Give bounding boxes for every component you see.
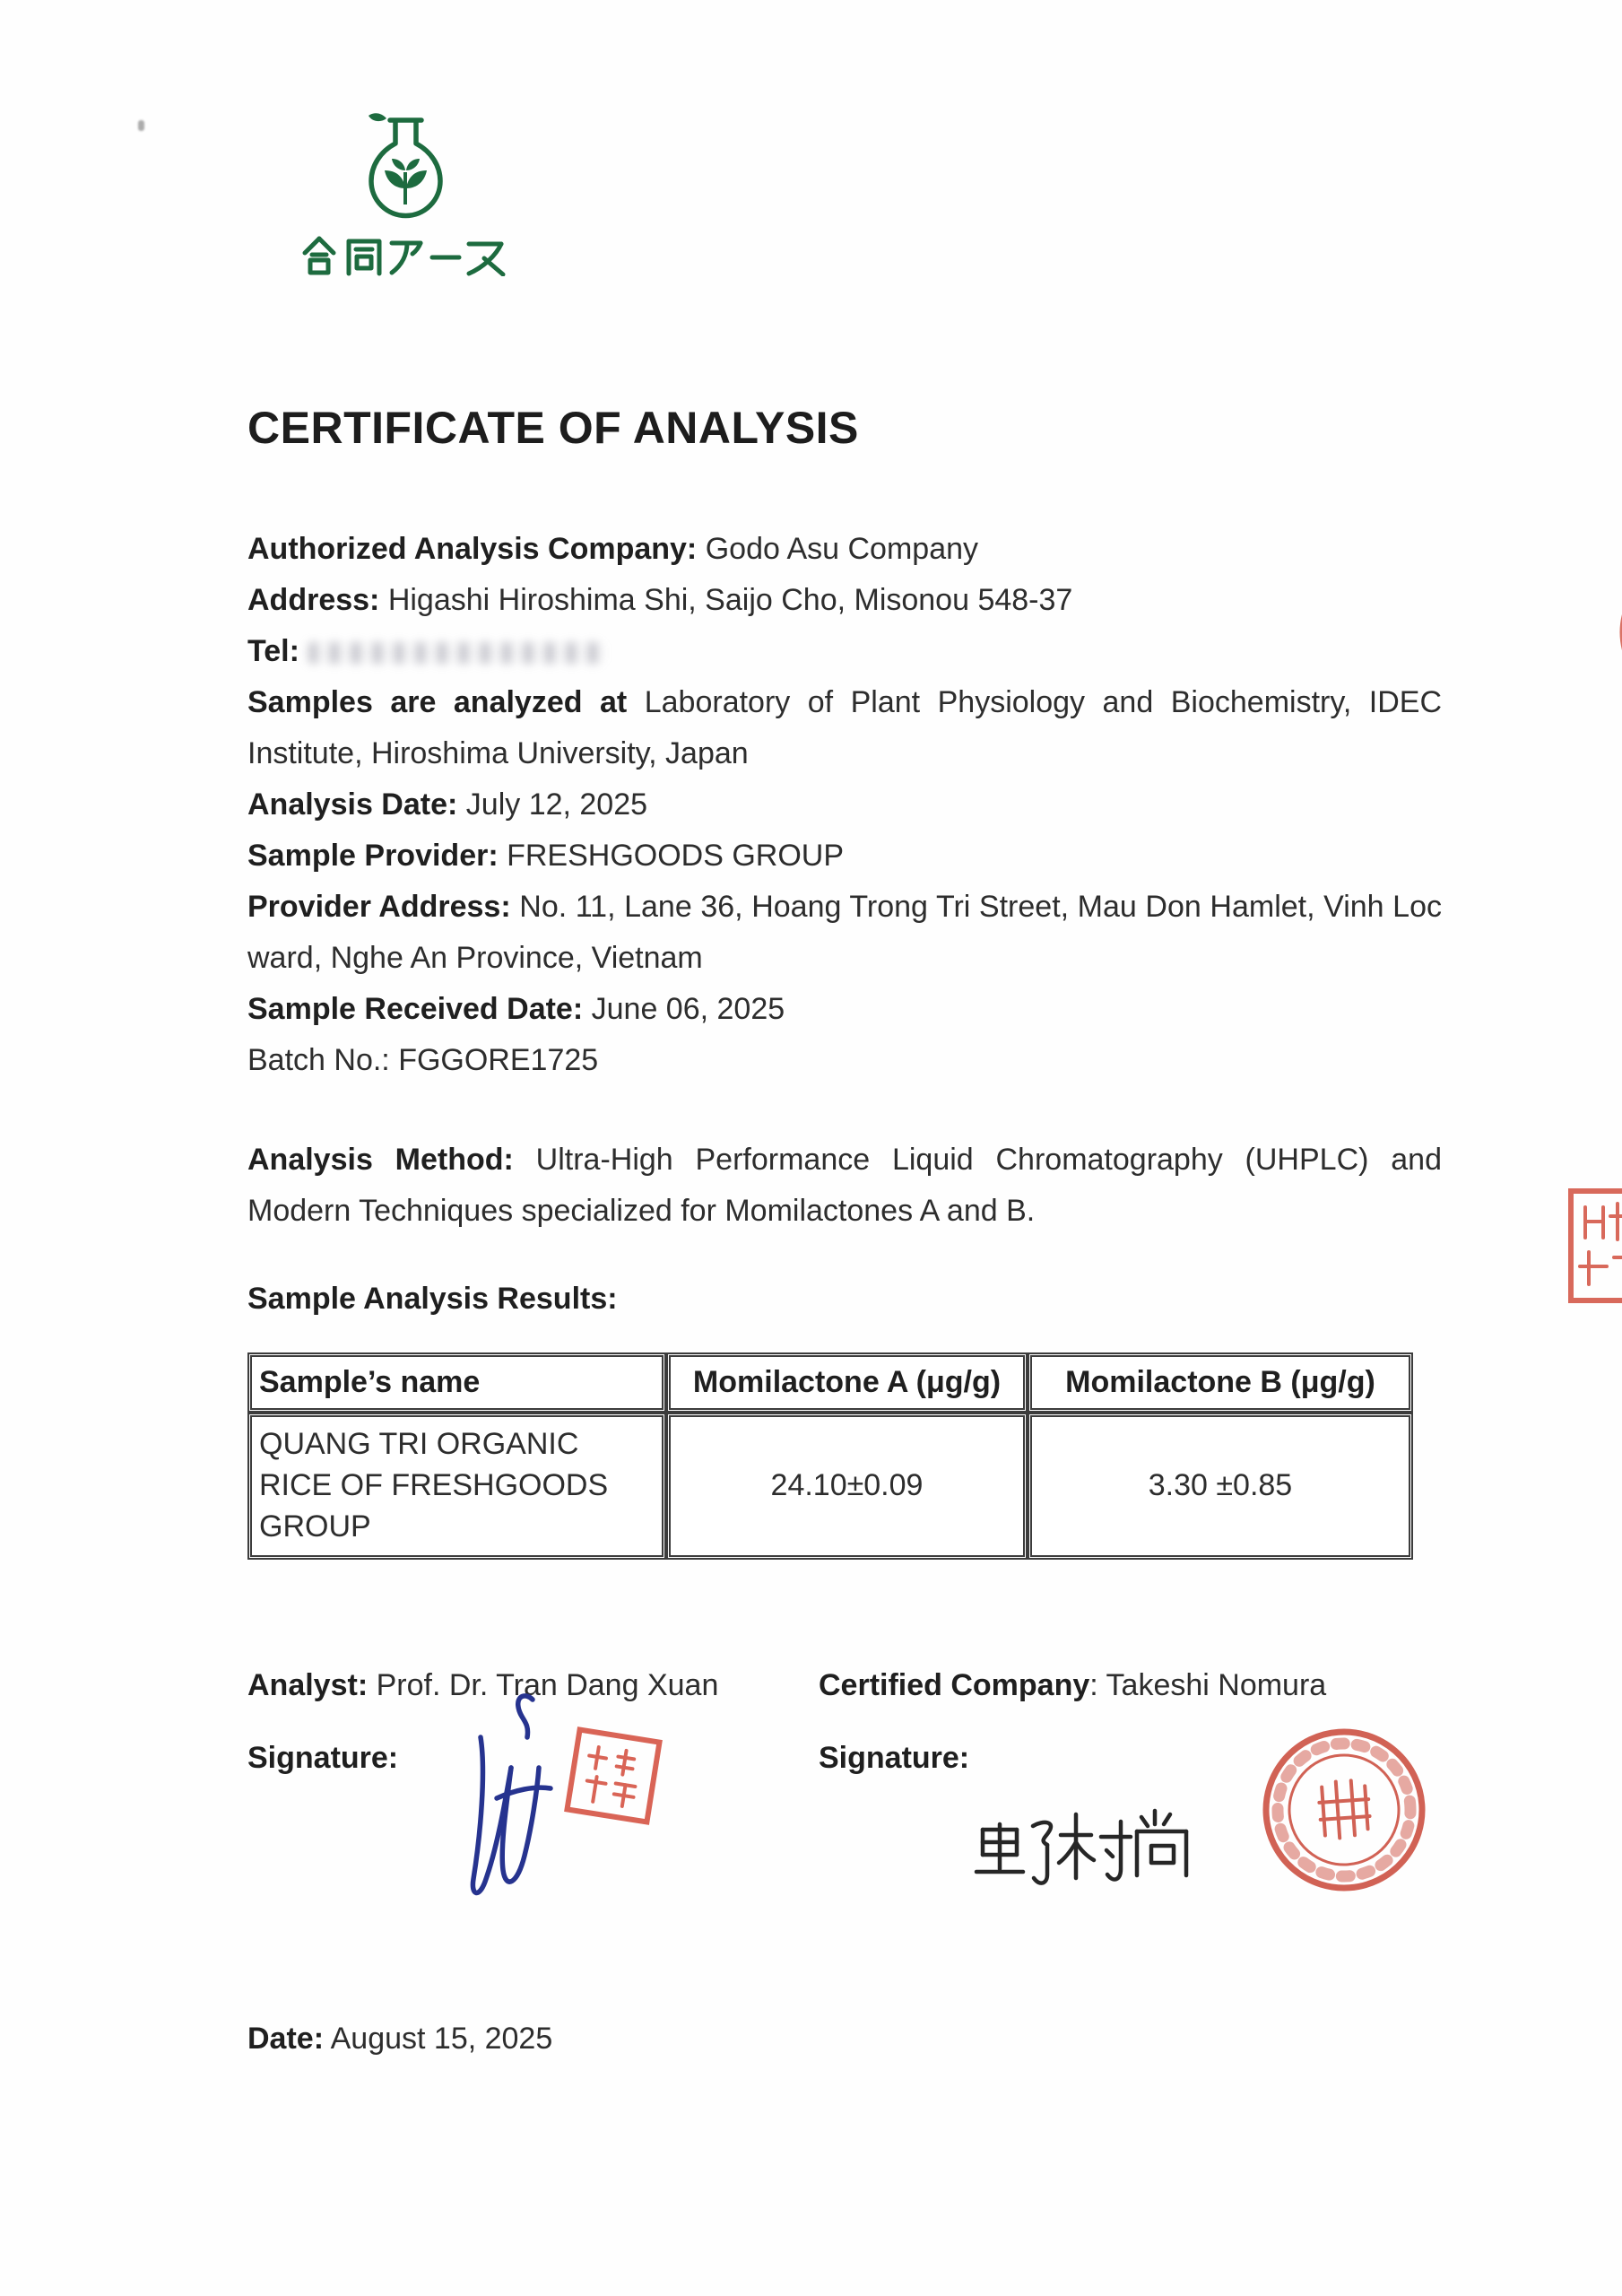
certificate-details [247, 524, 1442, 1086]
logo-flask-icon [359, 111, 453, 226]
date-line [247, 2013, 1442, 2065]
company-seal-stamp [1253, 1718, 1436, 1900]
analyst-label: Analyst: [247, 1667, 369, 1702]
field-value: No. 11, Lane 36, Hoang Trong Tri Street, Mau Don Hamlet, Vinh Loc ward, Nghe An Province, Vietnam [247, 890, 1443, 975]
field-value: June 06, 2025 [591, 992, 785, 1026]
field-batch-no [247, 1035, 1442, 1086]
field-label: Samples are analyzed at [247, 685, 628, 719]
field-analysis-date [247, 779, 1442, 831]
signature-label: Signature: [819, 1740, 970, 1775]
logo-brand-text [405, 226, 406, 227]
edge-square-stamp [1564, 1186, 1622, 1307]
certifier-handwritten-signature [970, 1799, 1223, 1892]
field-received-date [247, 984, 1442, 1035]
field-value: Laboratory of Plant Physiology and Biochemistry, IDEC Institute, Hiroshima University, Japan [247, 685, 1442, 770]
logo-brand-glyphs [300, 235, 511, 276]
results-table [247, 1352, 1413, 1560]
field-label: Analysis Method: [247, 1143, 514, 1177]
field-analyzed-at [247, 677, 1442, 779]
cell-momilactone-b: 3.30 ±0.85 [1028, 1413, 1413, 1560]
field-label: Sample Provider: [247, 839, 499, 873]
field-tel [247, 626, 1442, 677]
certified-company-name: : Takeshi Nomura [1089, 1667, 1327, 1702]
cell-sample-name: QUANG TRI ORGANIC RICE OF FRESHGOODS GROUP [247, 1413, 666, 1560]
field-address [247, 575, 1442, 626]
header-momilactone-a: Momilactone A (μg/g) [666, 1352, 1028, 1413]
field-sample-provider [247, 831, 1442, 882]
signature-section [247, 1660, 1442, 1931]
certified-company-label: Certified Company [819, 1667, 1090, 1702]
field-value: July 12, 2025 [465, 787, 648, 822]
signature-label: Signature: [247, 1740, 399, 1775]
results-heading: Sample Analysis Results: [247, 1282, 618, 1316]
analyst-name: Prof. Dr. Tran Dang Xuan [376, 1667, 719, 1702]
field-value: Godo Asu Company [705, 532, 979, 566]
tel-redacted-smudge [308, 642, 604, 664]
table-row [247, 1413, 1413, 1560]
company-logo [299, 0, 511, 276]
field-value: Ultra-High Performance Liquid Chromatography (UHPLC) and Modern Techniques specialized for Momilactones A and B. [247, 1143, 1442, 1228]
field-label: Analysis Date: [247, 787, 458, 822]
field-value: Higashi Hiroshima Shi, Saijo Cho, Misonou 548-37 [387, 583, 1073, 617]
field-label: Address: [247, 583, 380, 617]
field-value: FRESHGOODS GROUP [507, 839, 845, 873]
field-label: Provider Address: [247, 890, 511, 924]
header-momilactone-b: Momilactone B (μg/g) [1028, 1352, 1413, 1413]
date-value: August 15, 2025 [330, 2021, 553, 2056]
field-authorized-company [247, 524, 1442, 575]
analysis-method [247, 1135, 1442, 1237]
field-label: Sample Received Date: [247, 992, 584, 1026]
certified-company-block [819, 1660, 1326, 1784]
edge-round-stamp [1594, 556, 1622, 709]
field-label: Tel: [247, 634, 299, 668]
field-value: Batch No.: FGGORE1725 [247, 1043, 599, 1077]
header-sample-name: Sample’s name [247, 1352, 666, 1413]
field-provider-address [247, 882, 1442, 984]
date-label: Date: [247, 2021, 325, 2056]
table-header-row [247, 1352, 1413, 1413]
analyst-handwritten-signature [447, 1689, 601, 1906]
cell-momilactone-a: 24.10±0.09 [666, 1413, 1028, 1560]
scan-artifact [138, 120, 144, 131]
field-label: Authorized Analysis Company: [247, 532, 698, 566]
certified-company-line [819, 1660, 1326, 1711]
document-title: CERTIFICATE OF ANALYSIS [247, 403, 859, 453]
